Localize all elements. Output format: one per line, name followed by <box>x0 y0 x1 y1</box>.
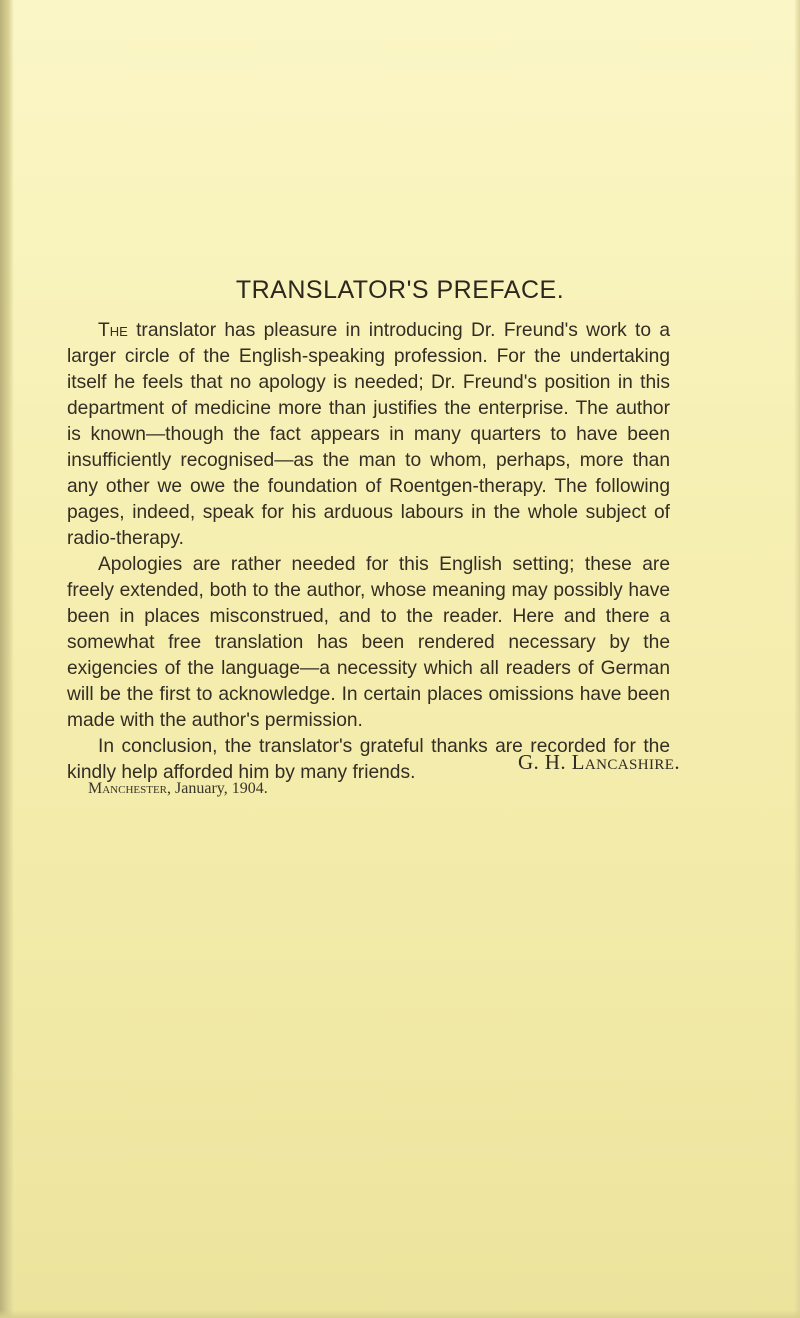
dateline-place: Manchester, <box>88 780 172 797</box>
dateline-date: January, 1904. <box>171 780 268 797</box>
paragraph-lead-word: The <box>98 320 128 341</box>
paragraph-1 <box>67 318 670 552</box>
page-right-edge <box>794 0 800 1318</box>
dateline <box>88 780 268 798</box>
paragraph-text: In conclusion, the translator's grateful thanks are recorded for the kindly help afforded him by many friends. <box>67 736 670 783</box>
page-title: TRANSLATOR'S PREFACE. <box>235 276 565 304</box>
paragraph-2 <box>67 552 670 734</box>
signature: G. H. Lancashire. <box>517 750 680 774</box>
page-bottom-edge <box>0 1310 800 1318</box>
page-binding-edge <box>0 0 14 1318</box>
paragraph-text: translator has pleasure in introducing Dr. Freund's work to a larger circle of the English-speaking profession. For the undertaking itself he feels that no apology is needed; Dr. Freund's position in this department of medicine more than justifies the enterprise. The author is known—though the fact appears in many quarters to have been insufficiently recognised—as the man to whom, perhaps, more than any other we owe the foundation of Roentgen-therapy. The following pages, indeed, speak for his arduous labours in the whole subject of radio-therapy. <box>67 320 670 549</box>
paragraph-text: Apologies are rather needed for this English setting; these are freely extended, both to the author, whose meaning may possibly have been in places misconstrued, and to the reader. Here and there a somewhat free translation has been rendered necessary by the exigencies of the language—a necessity which all readers of German will be the first to acknowledge. In certain places omissions have been made with the author's permission. <box>67 554 670 731</box>
preface-body <box>67 318 670 786</box>
